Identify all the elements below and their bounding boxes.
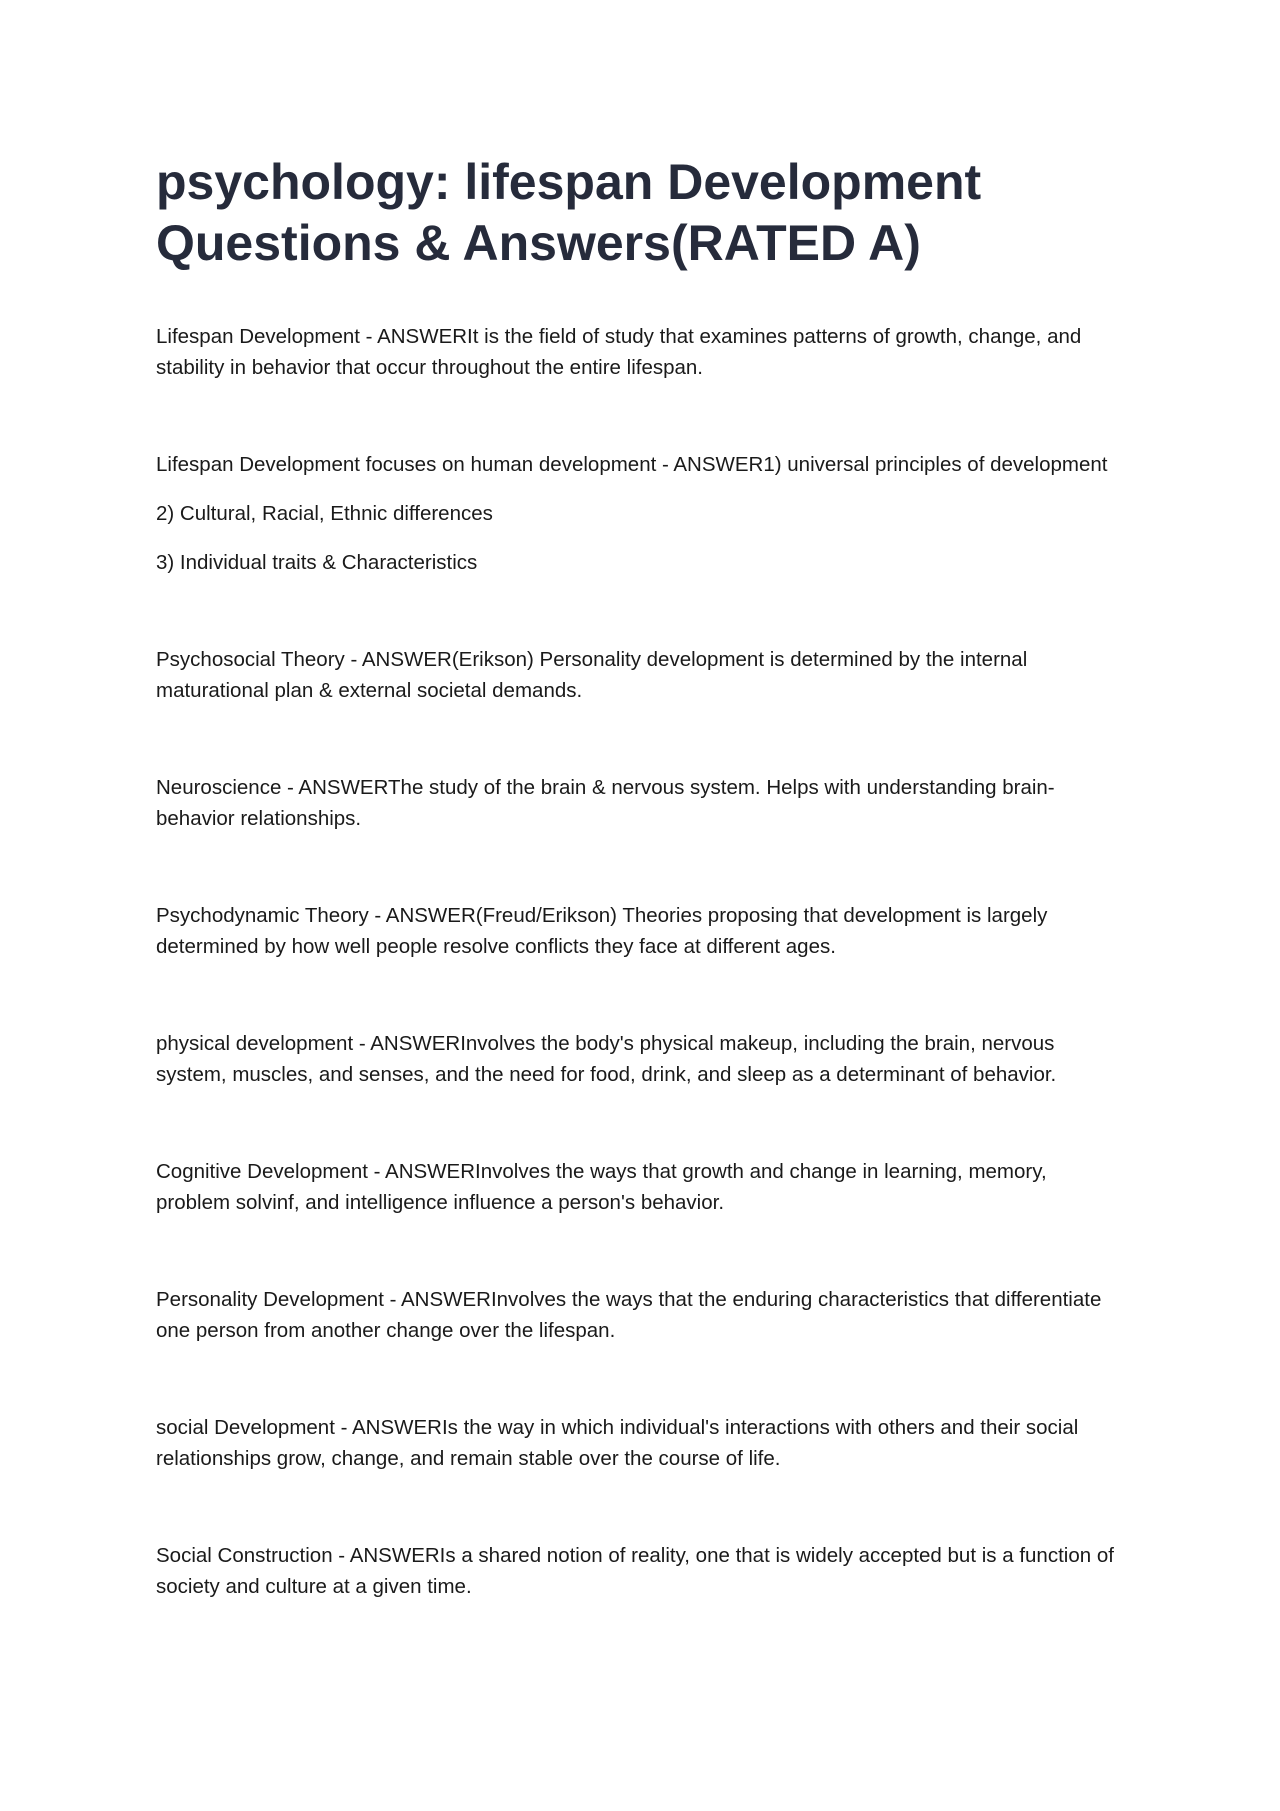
qa-paragraph: Social Construction - ANSWERIs a shared notion of reality, one that is widely accepted but is a function of society and culture at a given time. [156, 1544, 1114, 1598]
qa-paragraph: Lifespan Development focuses on human development - ANSWER1) universal principles of development [156, 453, 1108, 476]
qa-entry [156, 321, 1116, 383]
qa-paragraph: 2) Cultural, Racial, Ethnic differences [156, 502, 493, 525]
qa-entry [156, 449, 1116, 578]
document-title: psychology: lifespan Development Questions & Answers(RATED A) [156, 154, 982, 271]
qa-entry [156, 772, 1116, 834]
qa-entry [156, 900, 1116, 962]
qa-entry [156, 1540, 1116, 1602]
qa-paragraph: Cognitive Development - ANSWERInvolves the ways that growth and change in learning, memory, problem solvinf, and intelligence influence a person's behavior. [156, 1160, 1047, 1214]
qa-paragraph: Personality Development - ANSWERInvolves the ways that the enduring characteristics that differentiate one person from another change over the lifespan. [156, 1288, 1102, 1342]
qa-entry [156, 644, 1116, 706]
qa-paragraph: Neuroscience - ANSWERThe study of the brain & nervous system. Helps with understanding brain-behavior relationships. [156, 776, 1055, 830]
document-content [156, 152, 1116, 1602]
qa-entry [156, 1412, 1116, 1474]
qa-paragraph: Lifespan Development - ANSWERIt is the field of study that examines patterns of growth, change, and stability in behavior that occur throughout the entire lifespan. [156, 325, 1082, 379]
qa-paragraph: Psychodynamic Theory - ANSWER(Freud/Erikson) Theories proposing that development is largely determined by how well people resolve conflicts they face at different ages. [156, 904, 1048, 958]
qa-paragraph: physical development - ANSWERInvolves the body's physical makeup, including the brain, nervous system, muscles, and senses, and the need for food, drink, and sleep as a determinant of behavior. [156, 1032, 1057, 1086]
qa-entry [156, 1028, 1116, 1090]
qa-list [156, 321, 1116, 1602]
qa-paragraph: 3) Individual traits & Characteristics [156, 551, 478, 574]
qa-paragraph: social Development - ANSWERIs the way in which individual's interactions with others and their social relationships grow, change, and remain stable over the course of life. [156, 1416, 1079, 1470]
qa-paragraph: Psychosocial Theory - ANSWER(Erikson) Personality development is determined by the internal maturational plan & external societal demands. [156, 648, 1028, 702]
qa-entry [156, 1284, 1116, 1346]
qa-entry [156, 1156, 1116, 1218]
